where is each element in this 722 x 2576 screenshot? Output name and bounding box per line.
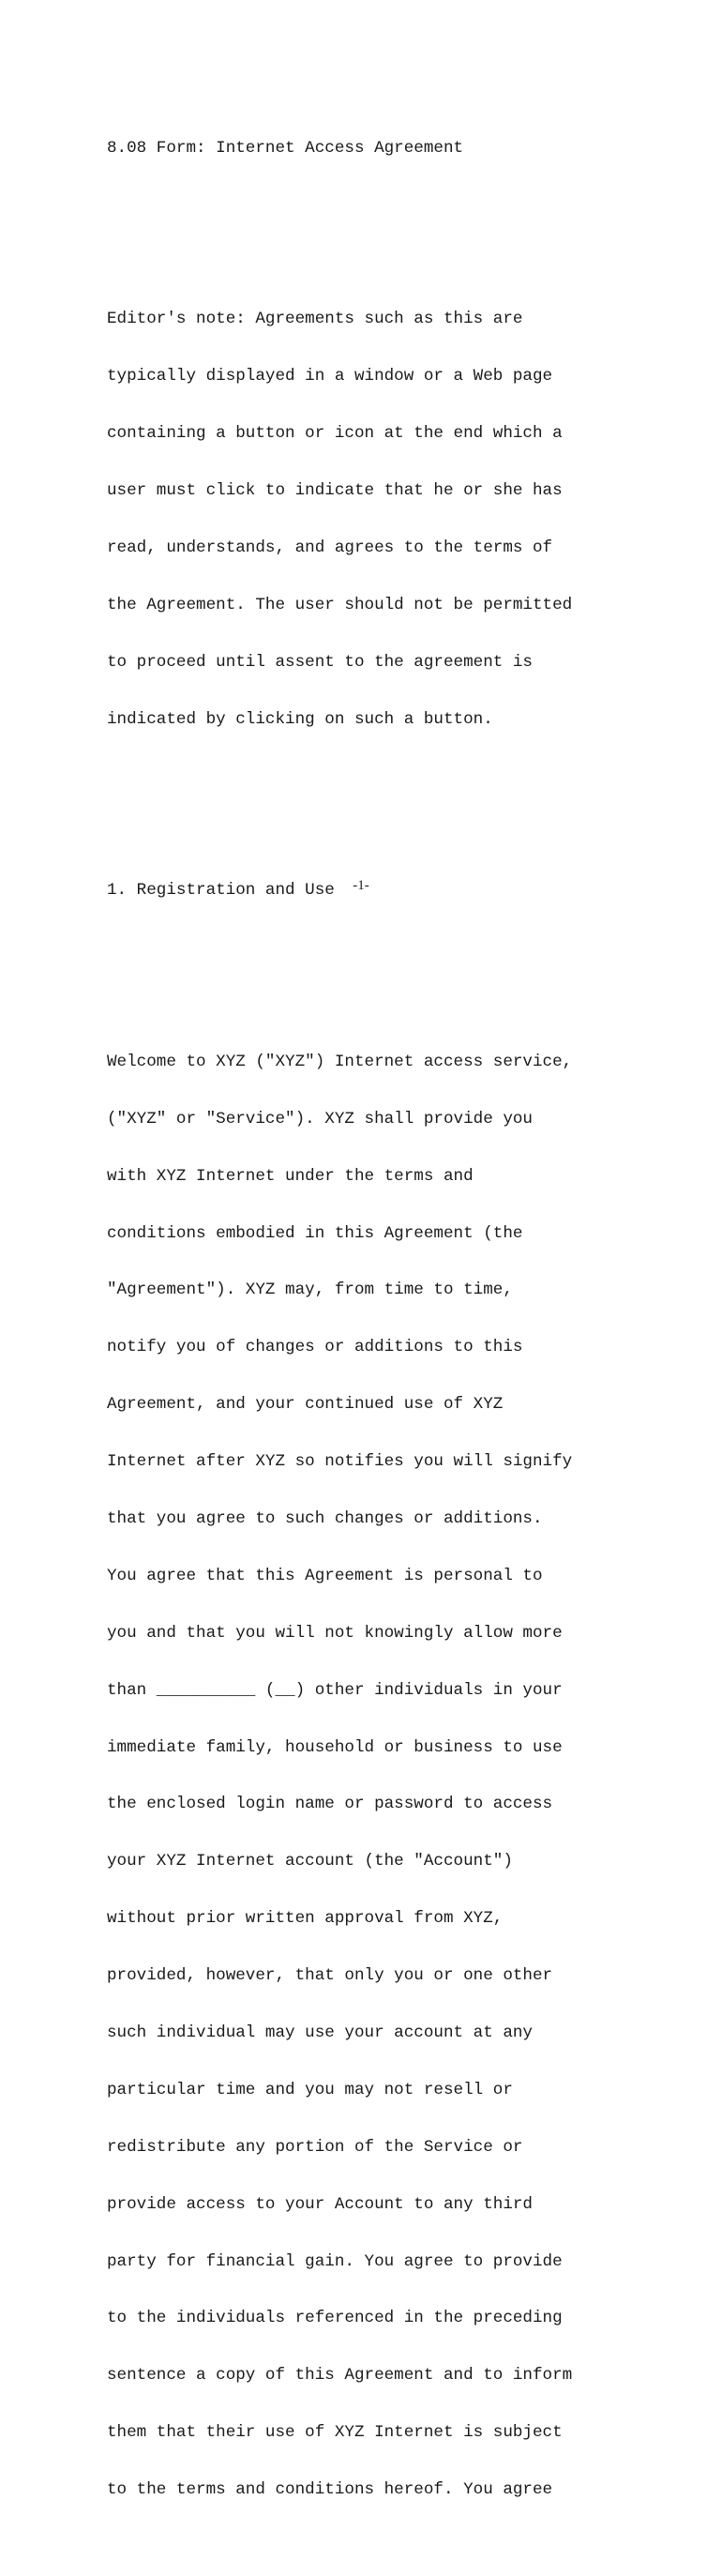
document-heading: 8.08 Form: Internet Access Agreement <box>107 138 464 158</box>
section-body-line: ("XYZ" or "Service"). XYZ shall provide you <box>107 1109 533 1129</box>
section-body-line: them that their use of XYZ Internet is subject <box>107 2423 563 2443</box>
document-body <box>107 100 632 2576</box>
section-body-line: You agree that this Agreement is personal to <box>107 1566 543 1585</box>
editors-note-line: read, understands, and agrees to the terms of <box>107 538 553 557</box>
section-body-line: conditions embodied in this Agreement (the <box>107 1223 523 1243</box>
section-body-line: with XYZ Internet under the terms and <box>107 1166 474 1186</box>
section-body-line: the enclosed login name or password to access <box>107 1795 553 1814</box>
section-body-line: party for financial gain. You agree to provide <box>107 2251 563 2271</box>
section-body-line: without prior written approval from XYZ, <box>107 1909 504 1929</box>
section-body-line: Internet after XYZ so notifies you will signify <box>107 1452 573 1472</box>
editors-note <box>107 272 632 767</box>
section-body-line: provided, however, that only you or one other <box>107 1966 553 1986</box>
section-body-line: sentence a copy of this Agreement and to inform <box>107 2366 573 2386</box>
editors-note-line: typically displayed in a window or a Web page <box>107 367 553 386</box>
editors-note-line: the Agreement. The user should not be permitted <box>107 595 573 614</box>
section-body-line: Agreement, and your continued use of XYZ <box>107 1395 504 1415</box>
section-body-line: your XYZ Internet account (the "Account") <box>107 1852 513 1871</box>
section-body-line: redistribute any portion of the Service or <box>107 2137 523 2157</box>
section-body-line: notify you of changes or additions to this <box>107 1338 523 1357</box>
spacer <box>107 938 632 957</box>
editors-note-line: user must click to indicate that he or she has <box>107 480 563 500</box>
section-body-line: you and that you will not knowingly allow more <box>107 1623 563 1643</box>
section-body-line: than __________ (__) other individuals in your <box>107 1680 563 1700</box>
spacer <box>107 195 632 214</box>
section-body-line: Welcome to XYZ ("XYZ") Internet access service, <box>107 1052 573 1071</box>
section-body-line: "Agreement"). XYZ may, from time to time, <box>107 1280 513 1300</box>
section-body <box>107 1014 632 2538</box>
editors-note-line: Editor's note: Agreements such as this are <box>107 310 523 329</box>
section-body-line: such individual may use your account at any <box>107 2023 533 2042</box>
section-body-line: that you agree to such changes or additions. <box>107 1508 543 1528</box>
page-number: -1- <box>353 878 369 893</box>
section-body-line: provide access to your Account to any third <box>107 2194 533 2214</box>
section-body-line: to the terms and conditions hereof. You agree <box>107 2480 553 2500</box>
section-body-line: particular time and you may not resell or <box>107 2080 513 2099</box>
editors-note-line: containing a button or icon at the end which a <box>107 424 563 444</box>
editors-note-line: indicated by clicking on such a button. <box>107 709 493 729</box>
section-body-line: to the individuals referenced in the preceding <box>107 2309 563 2328</box>
editors-note-line: to proceed until assent to the agreement is <box>107 652 533 672</box>
spacer <box>107 805 632 824</box>
section-title: 1. Registration and Use <box>107 881 335 901</box>
section-body-line: immediate family, household or business to use <box>107 1737 563 1757</box>
